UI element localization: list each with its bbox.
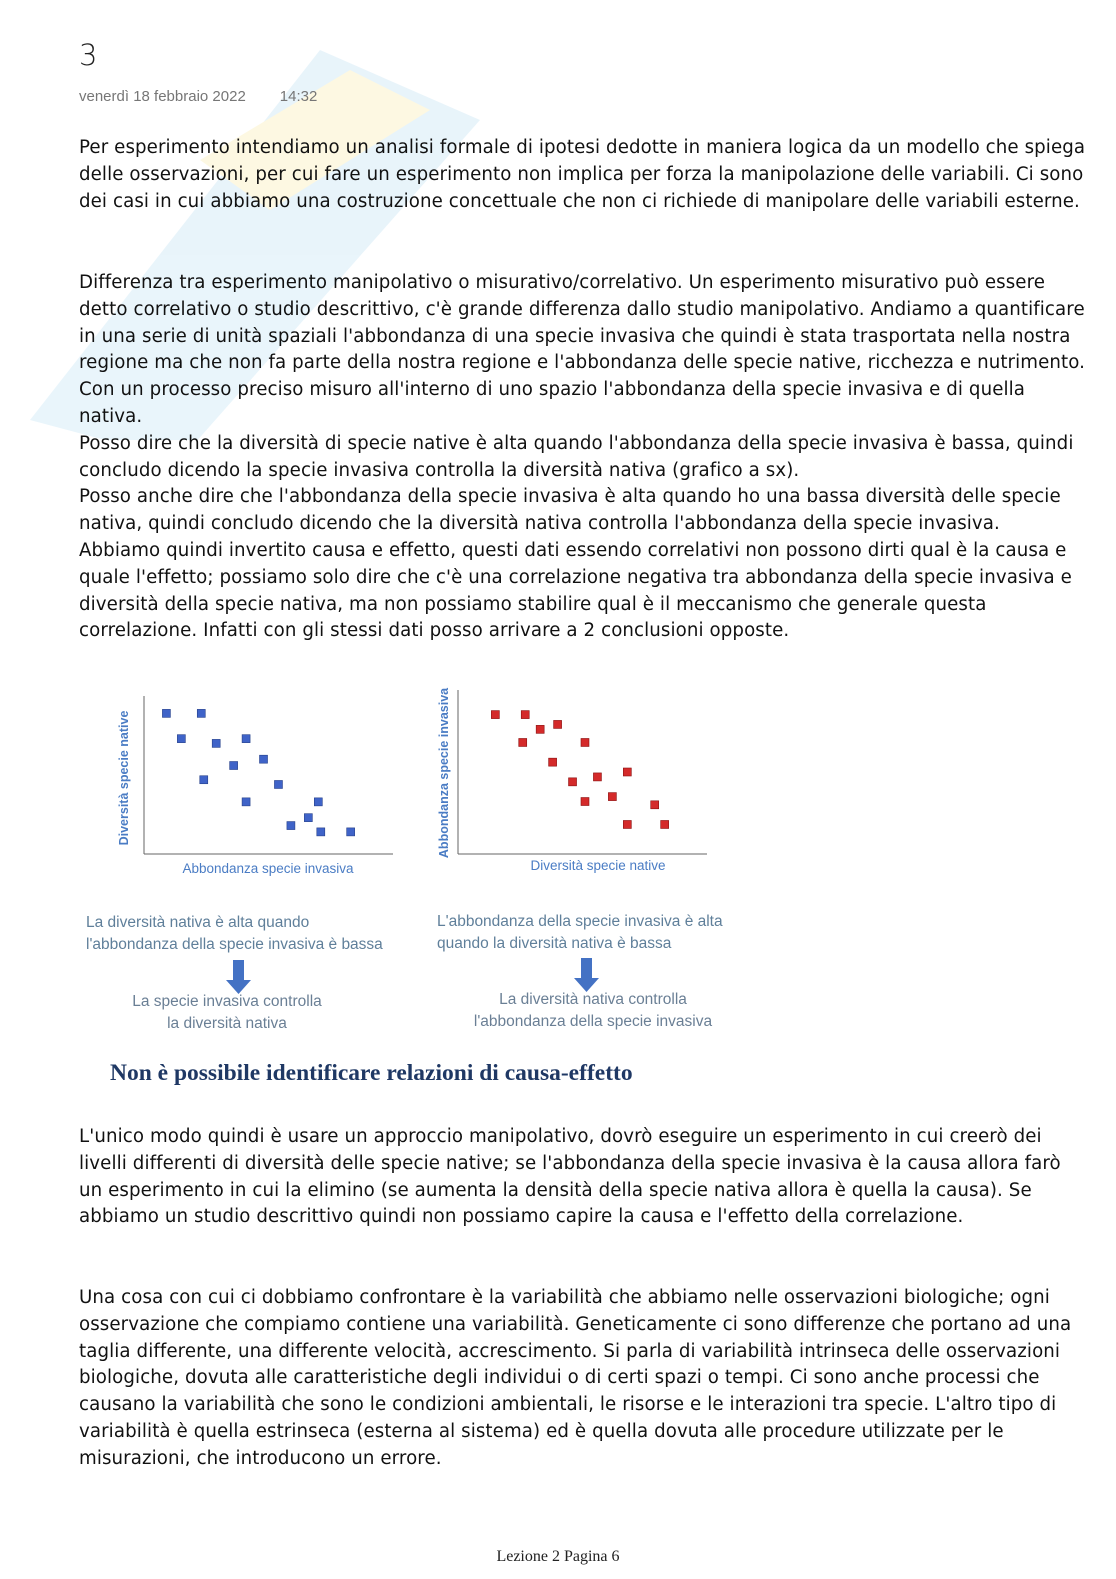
right-point-15 [661, 820, 669, 828]
note-time: 14:32 [279, 88, 318, 105]
right-point-14 [651, 801, 659, 809]
figure-banner: Non è possibile identificare relazioni di causa-effetto [110, 1060, 633, 1086]
right-point-12 [623, 820, 631, 828]
right-y-label: Abbondanza specie invasiva [437, 687, 451, 859]
paragraph-4: Una cosa con cui ci dobbiamo confrontare è la variabilità che abbiamo nelle osservazioni biologiche; ogni osservazione che compiamo contiene una variabilità. Geneticamente ci sono differenze che portano ad una taglia differente, una differente velocità, accrescimento. Si parla di variabilità intrinseca delle osservazioni biologiche, dovuta alle caratteristiche degli individui o di certi spazi o tempi. Ci sono anche processi che causano la variabilità che sono le condizioni ambientali, le risorse e le interazioni tra specie. L'altro tipo di variabilità è quella estrinseca (esterna al sistema) ed è quella dovuta alle procedure utilizzate per le misurazioni, che introducono un errore. [79, 1287, 1072, 1469]
left-conclusion: La specie invasiva controlla la diversità nativa [132, 993, 322, 1032]
right-point-7 [569, 778, 577, 786]
left-point-12 [304, 814, 312, 822]
left-point-10 [274, 780, 282, 788]
right-conclusion: La diversità nativa controlla l'abbondanza della specie invasiva [473, 991, 713, 1030]
left-point-14 [317, 828, 325, 836]
left-chart-points [162, 709, 354, 836]
page-number: 3 [79, 38, 98, 72]
left-point-8 [242, 798, 250, 806]
left-point-13 [314, 798, 322, 806]
right-point-5 [549, 758, 557, 766]
left-point-15 [347, 828, 355, 836]
paragraph-1: Per esperimento intendiamo un analisi formale di ipotesi dedotte in maniera logica da un modello che spiega delle osservazioni, per cui fare un esperimento non implica per forza la manipolazione delle variabili. Ci sono dei casi in cui abbiamo una costruzione concettuale che non ci richiede di manipolare delle variabili esterne. [79, 137, 1086, 212]
right-point-1 [491, 711, 499, 719]
left-point-5 [212, 739, 220, 747]
page-footer: Lezione 2 Pagina 6 [496, 1548, 620, 1565]
note-date: venerdì 18 febbraio 2022 [79, 88, 246, 105]
right-point-3 [521, 711, 529, 719]
right-chart-points [491, 711, 668, 829]
left-point-7 [242, 735, 250, 743]
right-point-11 [608, 793, 616, 801]
note-timestamp [79, 88, 317, 105]
paragraph-3: L'unico modo quindi è usare un approccio manipolativo, dovrò eseguire un esperimento in cui creerò dei livelli differenti di diversità delle specie native; se l'abbondanza della specie invasiva è la causa allora farò un esperimento in cui la elimino (se aumenta la densità della specie nativa allora è quella la causa). Se abbiamo un studio descrittivo quindi non possiamo capire la causa e l'effetto della correlazione. [79, 1126, 1061, 1228]
left-point-11 [287, 822, 295, 830]
left-point-4 [200, 776, 208, 784]
left-caption: La diversità nativa è alta quando l'abbondanza della specie invasiva è bassa [86, 914, 383, 953]
paragraph-2: Differenza tra esperimento manipolativo o misurativo/correlativo. Un esperimento misurativo può essere detto correlativo o studio descrittivo, c'è grande differenza dallo studio manipolativo. Andiamo a quantificare in una serie di unità spaziali l'abbondanza di una specie invasiva che quindi è stata trasportata nella nostra regione ma che non fa parte della nostra regione e l'abbondanza delle specie native, ricchezza e nutrimento. Con un processo preciso misuro all'interno di uno spazio l'abbondanza della specie invasiva e di quella nativa. Posso dire che la diversità di specie native è alta quando l'abbondanza della specie invasiva è bassa, quindi concludo dicendo la specie invasiva controlla la diversità nativa (grafico a sx). Posso anche dire che l'abbondanza della specie invasiva è alta quando ho una bassa diversità delle specie nativa, quindi concludo dicendo che la diversità nativa controlla l'abbondanza della specie invasiva. Abbiamo quindi invertito causa e effetto, questi dati essendo correlativi non possono dirti qual è la causa e quale l'effetto; possiamo solo dire che c'è una correlazione negativa tra abbondanza della specie invasiva e diversità della specie nativa, ma non possiamo stabilire qual è il meccanismo che generale questa correlazione. Infatti con gli stessi dati posso arrivare a 2 conclusioni opposte. [79, 272, 1086, 642]
left-down-arrow [226, 960, 251, 994]
right-down-arrow [574, 958, 599, 992]
left-point-9 [260, 755, 268, 763]
left-x-label: Abbondanza specie invasiva [182, 861, 354, 876]
right-point-10 [593, 773, 601, 781]
right-point-6 [554, 720, 562, 728]
right-point-9 [581, 798, 589, 806]
right-point-8 [581, 738, 589, 746]
right-caption: L'abbondanza della specie invasiva è alta quando la diversità nativa è bassa [437, 913, 723, 952]
left-y-label: Diversità specie native [117, 710, 131, 846]
right-x-label: Diversità specie native [530, 858, 666, 873]
left-point-6 [230, 762, 238, 770]
left-point-2 [177, 735, 185, 743]
left-point-1 [162, 709, 170, 717]
left-point-3 [197, 709, 205, 717]
right-point-13 [623, 768, 631, 776]
right-point-2 [519, 738, 527, 746]
right-point-4 [536, 725, 544, 733]
